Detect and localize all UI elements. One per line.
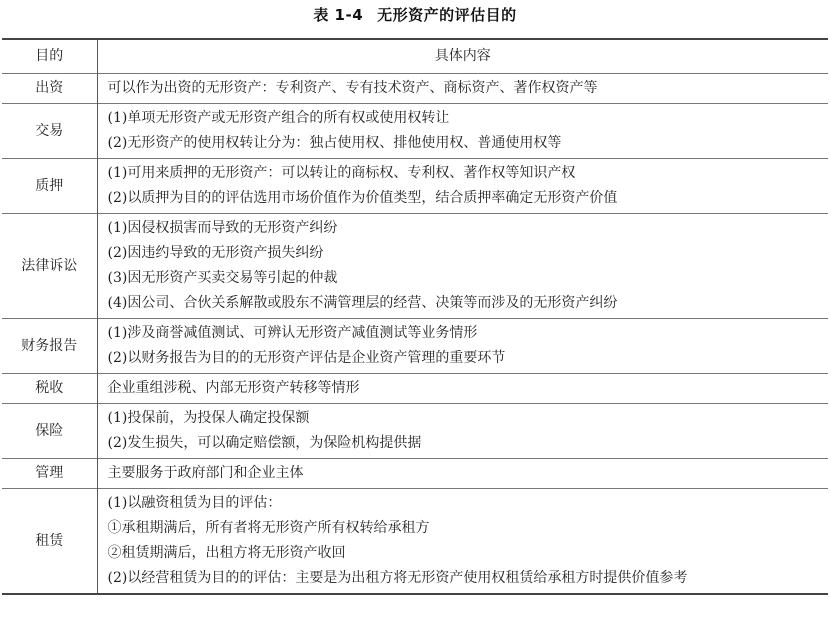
row-purpose: 财务报告 <box>2 319 97 374</box>
row-purpose: 法律诉讼 <box>2 214 97 319</box>
content-line: (1)以融资租赁为目的评估： <box>107 495 282 511</box>
evaluation-purpose-table <box>2 38 828 595</box>
header-content: 具体内容 <box>434 48 491 64</box>
row-content <box>97 74 828 104</box>
content-line: (1)投保前，为投保人确定投保额 <box>107 410 310 426</box>
row-purpose: 交易 <box>2 104 97 159</box>
row-content <box>97 404 828 459</box>
content-line: (1)可用来质押的无形资产：可以转让的商标权、专利权、著作权等知识产权 <box>107 165 576 181</box>
table-row <box>2 404 828 459</box>
row-content <box>97 374 828 404</box>
content-line: (2)因违约导致的无形资产损失纠纷 <box>107 245 324 261</box>
table-row <box>2 214 828 319</box>
table-row <box>2 159 828 214</box>
table-row <box>2 459 828 489</box>
row-purpose: 质押 <box>2 159 97 214</box>
row-purpose: 保险 <box>2 404 97 459</box>
content-line: (2)以质押为目的的评估选用市场价值作为价值类型，结合质押率确定无形资产价值 <box>107 190 618 206</box>
table-row <box>2 74 828 104</box>
header-row <box>2 39 828 74</box>
row-content <box>97 214 828 319</box>
table-row <box>2 489 828 595</box>
row-content <box>97 104 828 159</box>
row-content <box>97 319 828 374</box>
content-line: (4)因公司、合伙关系解散或股东不满管理层的经营、决策等而涉及的无形资产纠纷 <box>107 295 618 311</box>
content-line: 企业重组涉税、内部无形资产转移等情形 <box>107 380 360 396</box>
row-content <box>97 159 828 214</box>
table-title: 无形资产的评估目的 <box>377 6 517 24</box>
content-line: (2)无形资产的使用权转让分为：独占使用权、排他使用权、普通使用权等 <box>107 135 562 151</box>
table-number: 表 1-4 <box>313 6 364 24</box>
row-purpose: 管理 <box>2 459 97 489</box>
content-line: (2)发生损失，可以确定赔偿额，为保险机构提供据 <box>107 435 422 451</box>
row-content <box>97 459 828 489</box>
table-row <box>2 374 828 404</box>
table-caption <box>0 4 830 25</box>
table-row <box>2 319 828 374</box>
row-purpose: 租赁 <box>2 489 97 595</box>
content-line: 主要服务于政府部门和企业主体 <box>107 465 304 481</box>
header-purpose: 目的 <box>2 39 97 74</box>
row-purpose: 税收 <box>2 374 97 404</box>
row-content <box>97 489 828 595</box>
content-line: (2)以经营租赁为目的的评估：主要是为出租方将无形资产使用权租赁给承租方时提供价值参考 <box>107 570 688 586</box>
content-line: 可以作为出资的无形资产：专利资产、专有技术资产、商标资产、著作权资产等 <box>107 80 598 96</box>
content-line: (1)涉及商誉减值测试、可辨认无形资产减值测试等业务情形 <box>107 325 478 341</box>
content-line: ①承租期满后，所有者将无形资产所有权转给承租方 <box>107 520 430 536</box>
table-row <box>2 104 828 159</box>
row-purpose: 出资 <box>2 74 97 104</box>
content-line: (3)因无形资产买卖交易等引起的仲裁 <box>107 270 338 286</box>
content-line: (1)因侵权损害而导致的无形资产纠纷 <box>107 220 338 236</box>
content-line: (2)以财务报告为目的的无形资产评估是企业资产管理的重要环节 <box>107 350 506 366</box>
content-line: (1)单项无形资产或无形资产组合的所有权或使用权转让 <box>107 110 450 126</box>
content-line: ②租赁期满后，出租方将无形资产收回 <box>107 545 346 561</box>
